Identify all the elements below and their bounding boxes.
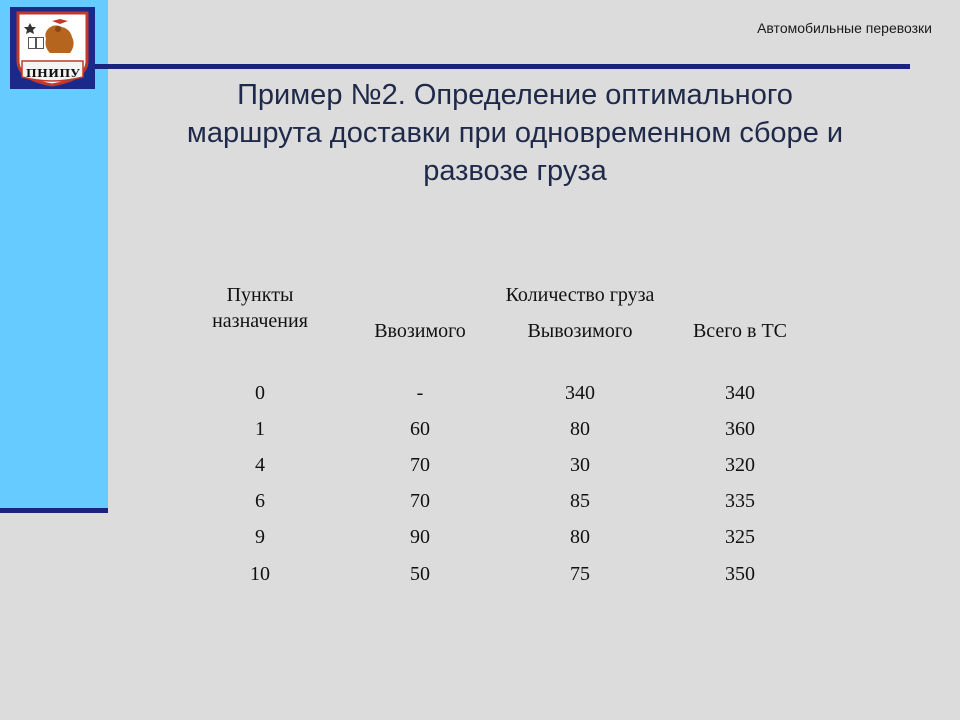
header-divider [94,64,910,69]
table-cell: 85 [570,490,590,512]
table-cell: 90 [410,526,430,548]
title-line-3: развозе груза [423,155,607,187]
table-cell: 80 [570,526,590,548]
table-cell: 335 [725,490,755,512]
university-logo [10,7,95,89]
table-cell: 50 [410,563,430,585]
header-points-line1: Пункты [226,284,294,306]
section-label: Автомобильные перевозки [757,20,932,36]
table-cell: 1 [255,418,265,440]
title-line-1: Пример №2. Определение оптимального [237,79,793,111]
table-cell: - [416,382,424,404]
table-cell: 60 [410,418,430,440]
header-points-line2: назначения [212,310,308,332]
header-cargo-amount: Количество груза [505,284,655,306]
table-cell: 360 [725,418,755,440]
table-cell: 70 [410,490,430,512]
table-cell: 4 [255,454,265,476]
header-export: Вывозимого [527,320,633,342]
table-cell: 10 [250,563,270,585]
header-total: Всего в ТС [692,320,788,342]
table-cell: 350 [725,563,755,585]
page-title [120,76,910,190]
header-import: Ввозимого [374,320,466,342]
title-line-2: маршрута доставки при одновременном сборе и [186,117,844,149]
sidebar-divider [0,508,108,513]
logo-text: ПНИПУ [25,66,81,80]
table-cell: 325 [725,526,755,548]
table-cell: 30 [570,454,590,476]
table-cell: 75 [570,563,590,585]
table-cell: 340 [725,382,755,404]
table-cell: 6 [255,490,265,512]
table-cell: 340 [565,382,595,404]
table-cell: 80 [570,418,590,440]
table-cell: 9 [255,526,265,548]
table-cell: 70 [410,454,430,476]
table-cell: 0 [255,382,265,404]
table-cell: 320 [725,454,755,476]
